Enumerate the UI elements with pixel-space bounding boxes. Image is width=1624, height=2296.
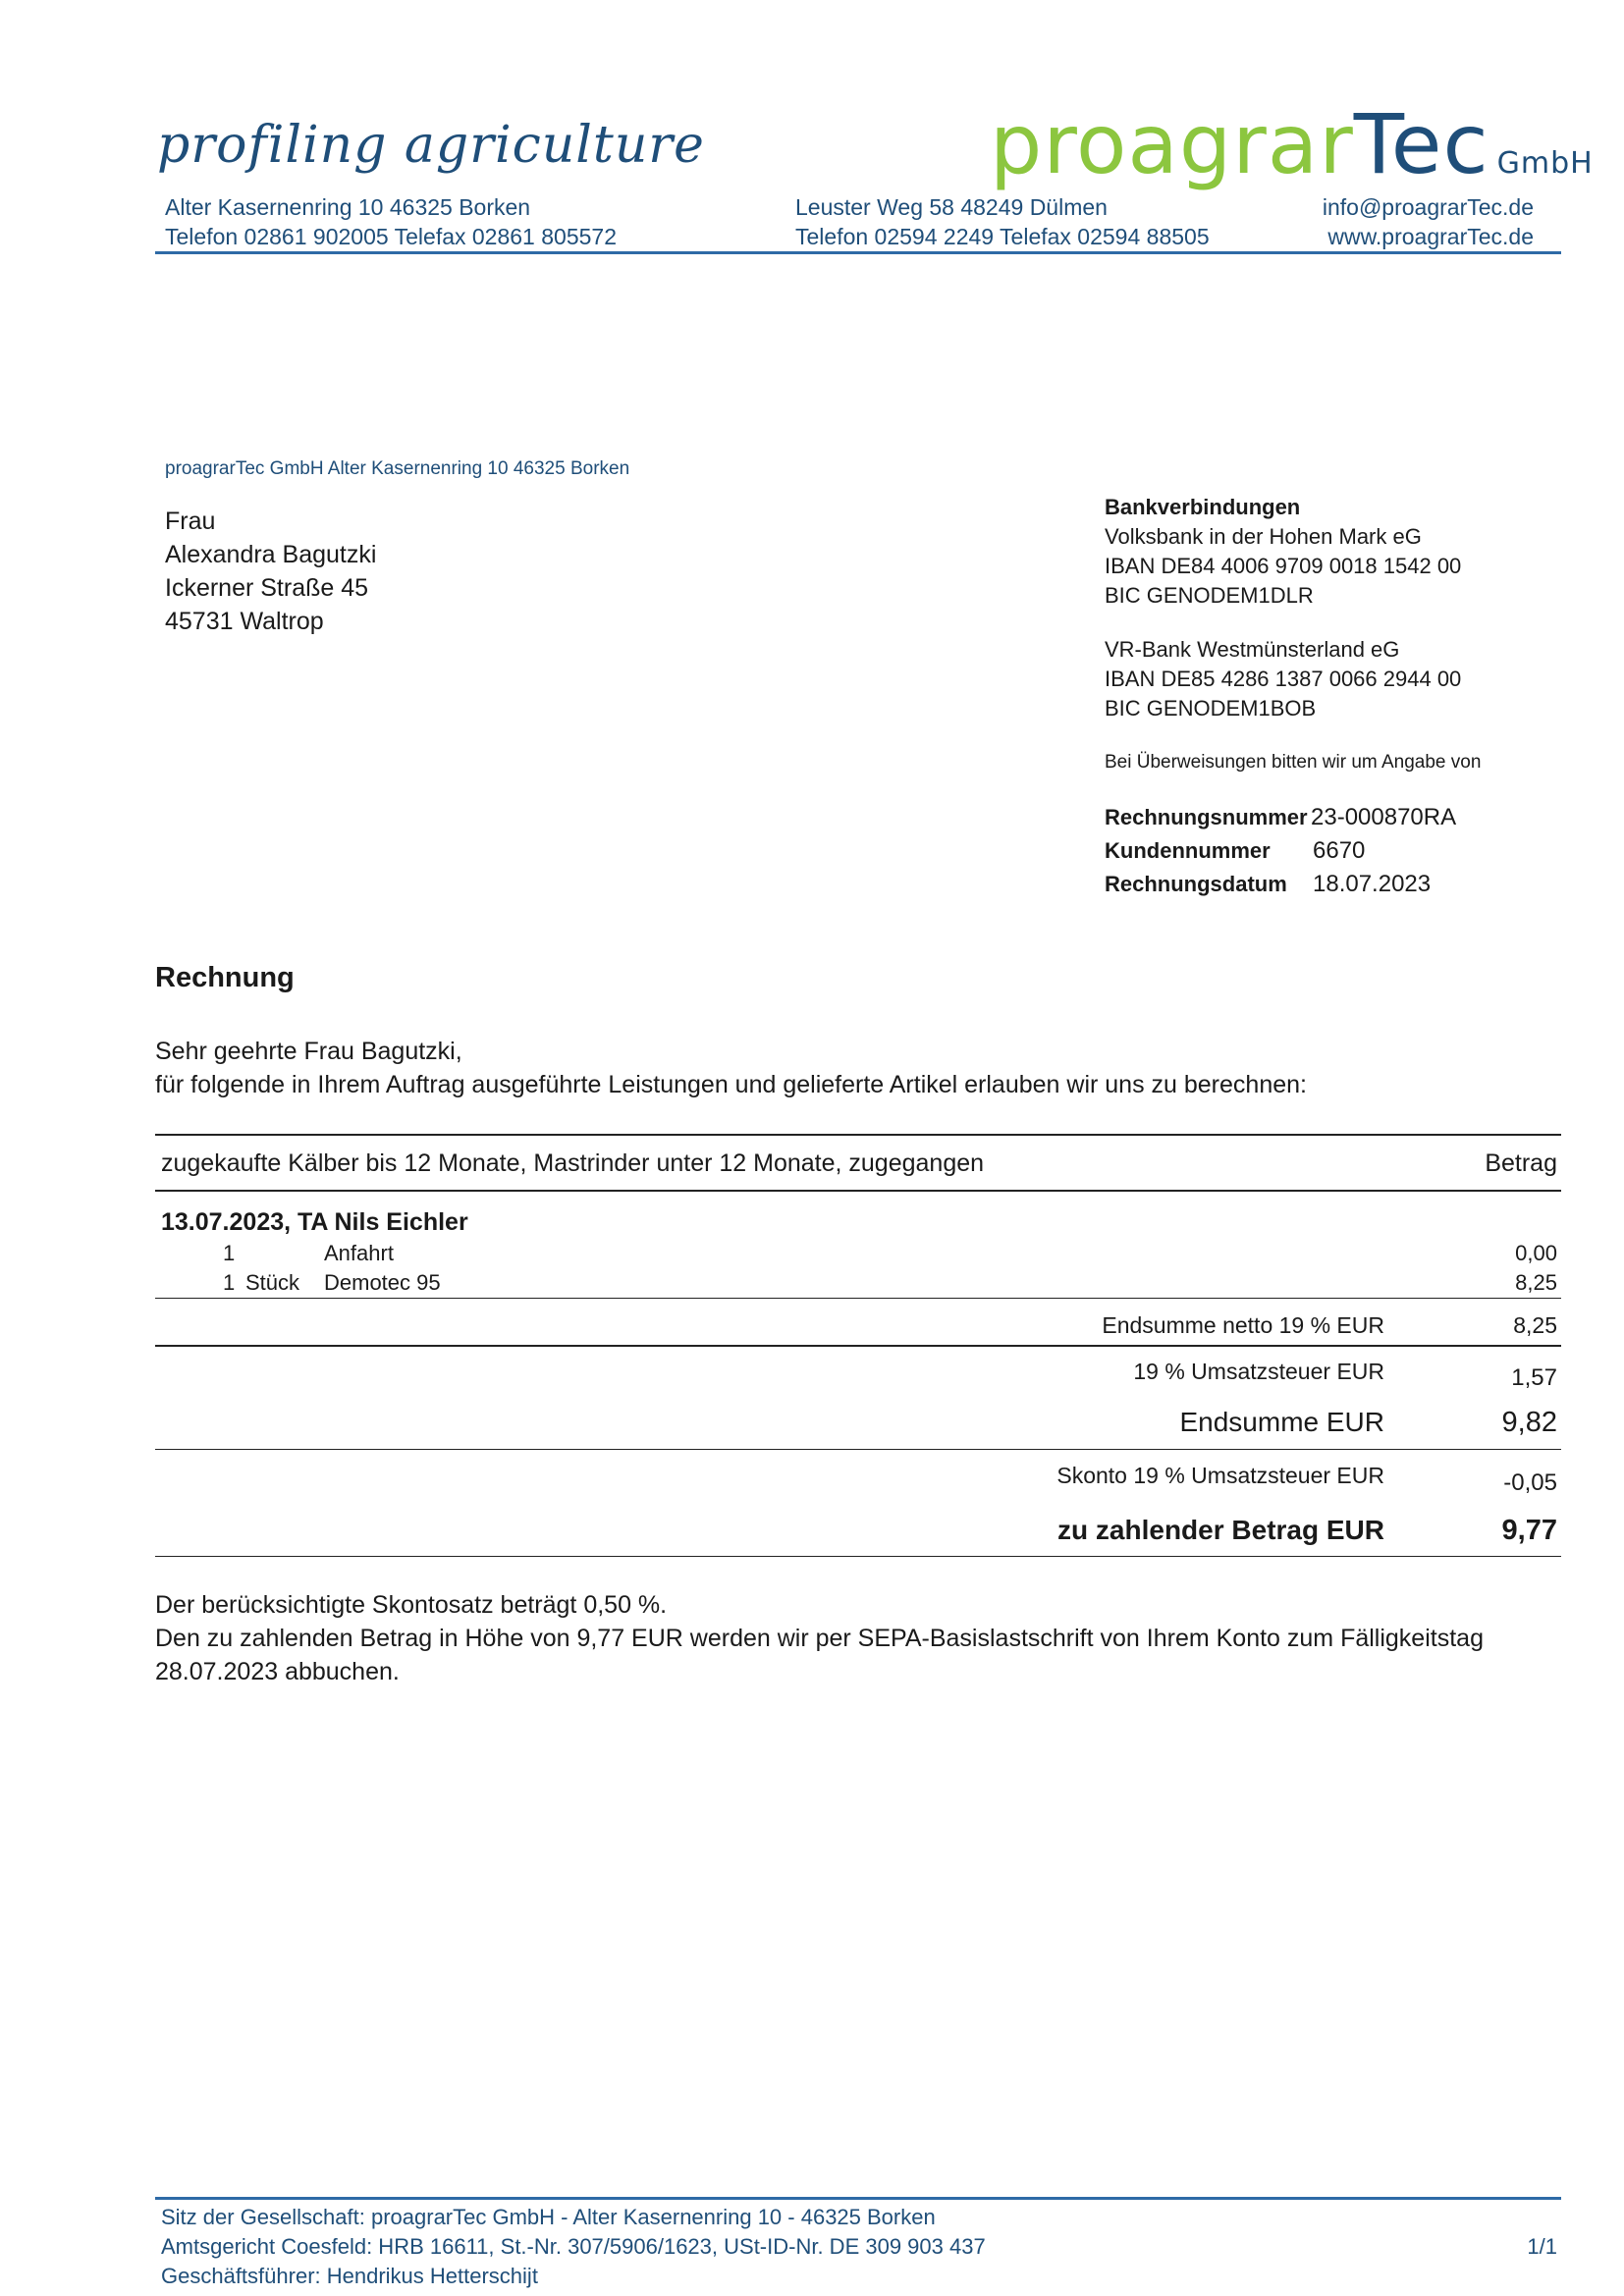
bank1-iban: IBAN DE84 4006 9709 0018 1542 00 — [1105, 554, 1462, 578]
amount-due-label: zu zahlender Betrag EUR — [1057, 1515, 1384, 1545]
footer-registry: Amtsgericht Coesfeld: HRB 16611, St.-Nr. 307/5906/1623, USt-ID-Nr. DE 309 903 437 — [161, 2234, 986, 2259]
bank2-iban: IBAN DE85 4286 1387 0066 2944 00 — [1105, 667, 1462, 691]
header-phone-borken: Telefon 02861 902005 Telefax 02861 805572 — [165, 224, 617, 249]
sender-line: proagrarTec GmbH Alter Kasernenring 10 46325 Borken — [165, 458, 630, 479]
customer-number-label: Kundennummer — [1105, 838, 1271, 863]
table-top-rule — [155, 1134, 1561, 1136]
recipient-name: Alexandra Bagutzki — [165, 541, 377, 568]
header-contact-duelmen — [795, 192, 1210, 251]
bank2-name: VR-Bank Westmünsterland eG — [1105, 637, 1400, 662]
invoice-number-label: Rechnungsnummer — [1105, 805, 1308, 829]
bank-heading: Bankverbindungen — [1105, 495, 1301, 519]
item-amount: 0,00 — [1515, 1241, 1557, 1265]
intro-text: für folgende in Ihrem Auftrag ausgeführte Leistungen und gelieferte Artikel erlauben wir uns zu berechnen: — [155, 1071, 1307, 1098]
discount-label: Skonto 19 % Umsatzsteuer EUR — [1056, 1463, 1384, 1488]
total-value: 9,82 — [1501, 1407, 1557, 1438]
vat-value: 1,57 — [1511, 1364, 1557, 1391]
amount-due-rule — [155, 1556, 1561, 1557]
footer-info — [161, 2203, 986, 2291]
bank-transfer-note: Bei Überweisungen bitten wir um Angabe von — [1105, 752, 1482, 773]
logo-suffix: GmbH — [1496, 146, 1594, 181]
item-qty: 1 — [223, 1241, 236, 1265]
header-email[interactable]: info@proagrarTec.de — [1322, 194, 1534, 220]
amount-due-value: 9,77 — [1501, 1515, 1557, 1546]
customer-number-value: 6670 — [1313, 837, 1366, 864]
net-total-rule — [155, 1345, 1561, 1347]
header-phone-duelmen: Telefon 02594 2249 Telefax 02594 88505 — [795, 224, 1210, 249]
footer-divider — [155, 2197, 1561, 2200]
direct-debit-date: 28.07.2023 abbuchen. — [155, 1658, 400, 1685]
tagline: profiling agriculture — [157, 116, 705, 175]
recipient-city: 45731 Waltrop — [165, 608, 324, 635]
table-header-amount: Betrag — [1485, 1149, 1557, 1177]
total-rule — [155, 1449, 1561, 1450]
net-total-value: 8,25 — [1513, 1312, 1557, 1338]
item-amount: 8,25 — [1515, 1270, 1557, 1295]
header-divider — [155, 251, 1561, 254]
footer-managing-director: Geschäftsführer: Hendrikus Hetterschijt — [161, 2264, 538, 2288]
item-description: Demotec 95 — [324, 1270, 441, 1295]
company-logo — [990, 96, 1594, 192]
recipient-salutation: Frau — [165, 507, 216, 535]
total-label: Endsumme EUR — [1179, 1407, 1384, 1437]
invoice-meta — [1105, 801, 1456, 901]
discount-value: -0,05 — [1503, 1469, 1557, 1496]
bank-details — [1105, 493, 1461, 723]
footer-company-seat: Sitz der Gesellschaft: proagrarTec GmbH - Alter Kasernenring 10 - 46325 Borken — [161, 2205, 936, 2229]
item-description: Anfahrt — [324, 1241, 394, 1265]
table-group-title: 13.07.2023, TA Nils Eichler — [161, 1208, 468, 1236]
bank1-bic: BIC GENODEM1DLR — [1105, 583, 1314, 608]
items-rule — [155, 1298, 1561, 1299]
item-qty: 1 — [223, 1270, 236, 1295]
logo-part-1: proagrar — [990, 96, 1354, 192]
header-address-borken: Alter Kasernenring 10 46325 Borken — [165, 194, 531, 220]
bank1-name: Volksbank in der Hohen Mark eG — [1105, 524, 1422, 549]
discount-rate-note: Der berücksichtigte Skontosatz beträgt 0,50 %. — [155, 1591, 668, 1619]
page-number: 1/1 — [1527, 2234, 1557, 2259]
direct-debit-note: Den zu zahlenden Betrag in Höhe von 9,77 EUR werden wir per SEPA-Basislastschrift von Ihrem Konto zum Fälligkeitstag — [155, 1625, 1484, 1652]
net-total-label: Endsumme netto 19 % EUR — [1102, 1312, 1384, 1338]
invoice-date-value: 18.07.2023 — [1313, 871, 1432, 897]
header-contact-borken — [165, 192, 617, 251]
logo-part-2: Tec — [1353, 96, 1489, 192]
header-website[interactable]: www.proagrarTec.de — [1327, 224, 1534, 249]
table-header-description: zugekaufte Kälber bis 12 Monate, Mastrinder unter 12 Monate, zugegangen — [161, 1149, 985, 1177]
header-contact-online — [1276, 192, 1534, 251]
vat-label: 19 % Umsatzsteuer EUR — [1133, 1359, 1384, 1384]
item-unit: Stück — [245, 1270, 300, 1295]
invoice-number-value: 23-000870RA — [1311, 804, 1457, 830]
recipient-street: Ickerner Straße 45 — [165, 574, 369, 602]
invoice-date-label: Rechnungsdatum — [1105, 872, 1287, 896]
bank2-bic: BIC GENODEM1BOB — [1105, 696, 1317, 721]
greeting: Sehr geehrte Frau Bagutzki, — [155, 1038, 462, 1065]
recipient-address — [165, 505, 376, 638]
table-header-rule — [155, 1190, 1561, 1192]
header-address-duelmen: Leuster Weg 58 48249 Dülmen — [795, 194, 1108, 220]
document-title: Rechnung — [155, 962, 295, 993]
